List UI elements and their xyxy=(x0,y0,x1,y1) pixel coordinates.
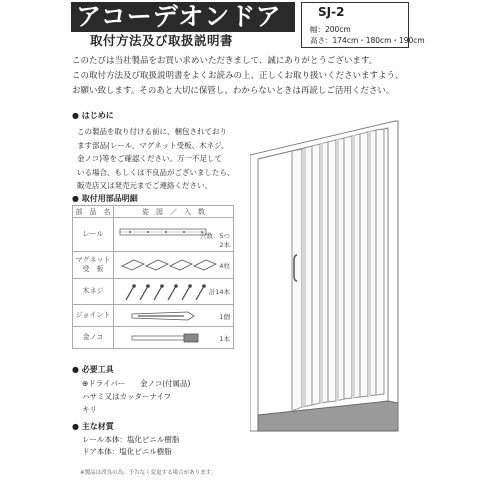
part-qty: 2本 xyxy=(219,241,230,249)
intro-line: このたびは当社製品をお買い求めいただきまして、誠にありがとうございます。 xyxy=(72,56,378,66)
part-name: 金ノコ xyxy=(73,327,114,349)
height-spec: 高さ：174cm・180cm・190cm xyxy=(310,36,425,45)
parts-table xyxy=(72,205,234,349)
accordion-door-illustration xyxy=(250,115,410,435)
footnote: ※製品は改良の為、予告なく変更する場合があります。 xyxy=(80,470,217,476)
part-name: 木ネジ xyxy=(73,279,114,305)
part-name: マグネット受 板 xyxy=(73,252,114,279)
tool-item: キリ xyxy=(82,405,97,414)
page-subtitle: 取付方法及び取扱説明書 xyxy=(90,33,234,48)
intro-line: お願い致します。そのあと大切に保管し、わからないときは再読しご活用ください。 xyxy=(72,86,395,96)
materials-list xyxy=(82,434,179,458)
intro-line: この取付方法及び取扱説明書をよくお読みの上、正しくお取り扱いくださいますよう、 xyxy=(72,71,404,81)
part-name: ジョイント xyxy=(73,305,114,327)
table-header-row xyxy=(73,206,234,218)
hajime-line: いる場合、もしくは不良品がございましたら、 xyxy=(77,167,235,177)
section-hajime-title: ● はじめに xyxy=(72,111,114,120)
part-qty: 4枚 xyxy=(219,262,230,270)
hajime-line: 販売店又は発売元までご連絡ください。 xyxy=(77,181,212,190)
part-name: レール xyxy=(73,218,114,252)
part-qty: 1本 xyxy=(219,335,230,343)
table-row xyxy=(73,305,234,327)
hacksaw-illustration xyxy=(128,328,228,348)
table-row xyxy=(73,252,234,279)
table-row xyxy=(73,327,234,349)
tool-item: 金ノコ(付属品) xyxy=(140,379,191,388)
intro-text xyxy=(72,54,412,99)
page-title: アコーデオンドア xyxy=(76,2,282,31)
col-name-header: 部 品 名 xyxy=(73,206,114,218)
magnet-plate-illustration xyxy=(120,252,220,278)
joint-illustration xyxy=(128,306,228,326)
tools-list xyxy=(82,377,190,416)
model-number: SJ-2 xyxy=(318,5,345,19)
part-note: 穴数：5つ xyxy=(199,232,230,240)
tool-item: ⊕ドライバー xyxy=(82,379,126,388)
table-row xyxy=(73,218,234,252)
wood-screws-illustration xyxy=(122,280,222,304)
section-materials-title: ● 主な材質 xyxy=(72,422,114,431)
hajime-line: 金ノコ)等をご確認ください。万一不足して xyxy=(77,154,223,163)
material-door: ドア本体：塩化ビニル樹脂 xyxy=(82,447,172,456)
hajime-line: ます部品(レール、マグネット受板、木ネジ、 xyxy=(77,140,229,150)
width-spec: 幅：200cm xyxy=(310,25,351,34)
hajime-line: この製品を取り付ける前に、梱包されており xyxy=(77,127,227,136)
table-row xyxy=(73,279,234,305)
tool-item: ハサミ又はカッターナイフ xyxy=(82,392,172,401)
material-rail: レール本体：塩化ビニル樹脂 xyxy=(82,435,180,444)
col-figure-header: 姿 図 ／ 入 数 xyxy=(114,206,234,218)
section-parts-title: ● 取付用部品明細 xyxy=(72,194,138,203)
part-qty: 計14本 xyxy=(208,288,230,296)
part-qty: 1個 xyxy=(219,313,230,321)
section-tools-title: ● 必要工具 xyxy=(72,365,114,374)
section-hajime-body xyxy=(77,125,247,193)
